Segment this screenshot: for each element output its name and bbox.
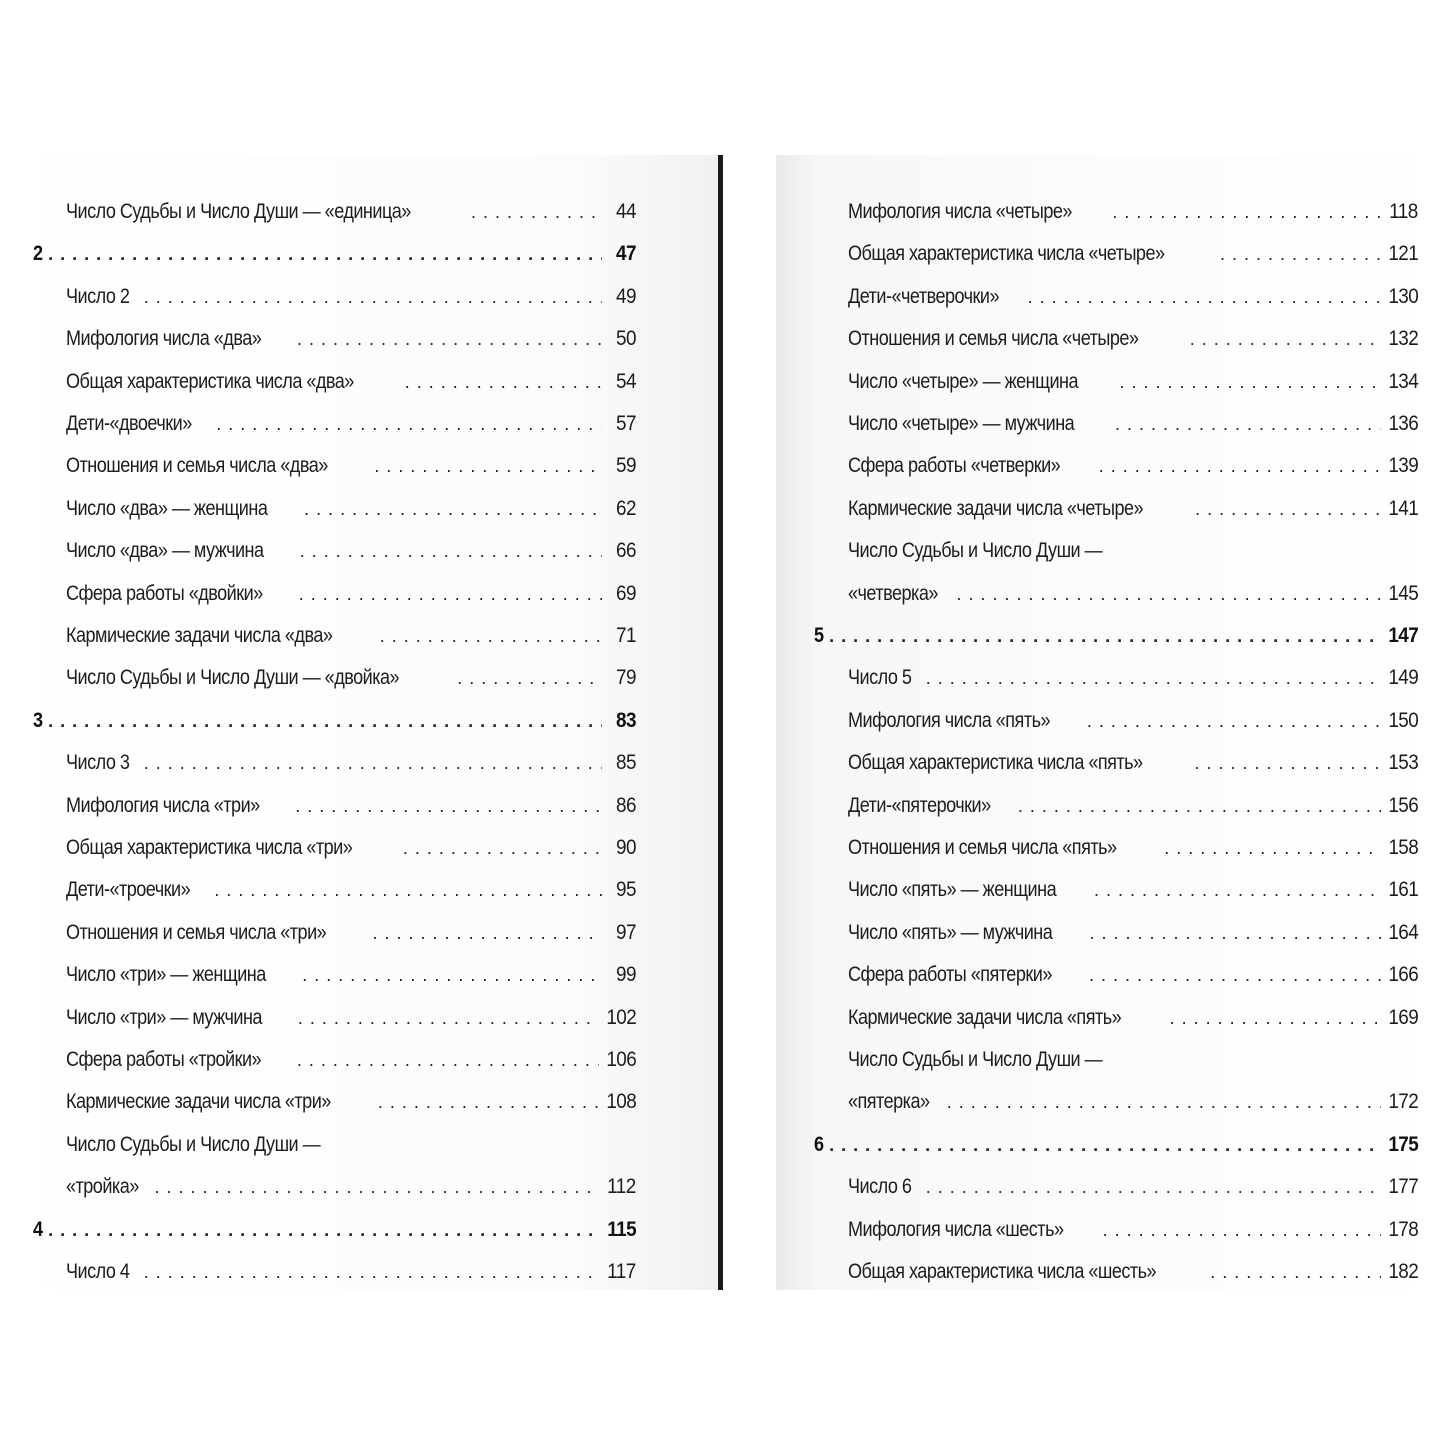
- toc-entry-row: [66, 1260, 636, 1290]
- dot-leader: [457, 668, 602, 689]
- toc-entry-row: [66, 963, 636, 993]
- toc-entry-row: [66, 454, 636, 484]
- dot-leader: [214, 880, 602, 901]
- page-number: 134: [1388, 369, 1418, 393]
- dot-leader: [1099, 456, 1381, 477]
- chapter-number: 4: [33, 1217, 43, 1241]
- entry-title: Мифология числа «пять»: [848, 708, 1051, 732]
- toc-entry-row: [848, 370, 1418, 400]
- page-number: 161: [1388, 878, 1418, 902]
- entry-title: Общая характеристика числа «три»: [66, 836, 353, 859]
- page-number: 62: [616, 496, 636, 520]
- toc-entry-row: [66, 200, 636, 230]
- toc-chapter-row: [814, 624, 1418, 654]
- entry-title: Общая характеристика числа «пять»: [848, 751, 1143, 775]
- book-gutter: [718, 155, 723, 1290]
- dot-leader: [216, 414, 602, 435]
- entry-title: Число «два» — женщина: [66, 496, 268, 520]
- entry-title: Мифология числа «шесть»: [848, 1217, 1064, 1241]
- entry-title: Число 2: [66, 284, 130, 308]
- dot-leader: [380, 626, 602, 647]
- page-number: 71: [616, 624, 636, 647]
- dot-leader: [144, 753, 602, 774]
- toc-entry-row: [848, 497, 1418, 527]
- entry-title: Число «два» — мужчина: [66, 539, 264, 563]
- toc-entry-row: [66, 624, 636, 654]
- dot-leader: [144, 287, 602, 308]
- page-number: 108: [606, 1090, 636, 1114]
- entry-title: Дети-«четверочки»: [848, 284, 1000, 308]
- entry-title: Отношения и семья числа «два»: [66, 454, 328, 478]
- toc-entry-row: [66, 921, 636, 951]
- entry-title: Мифология числа «четыре»: [848, 200, 1072, 223]
- page-number: 69: [616, 581, 636, 605]
- page-number: 153: [1388, 751, 1418, 775]
- toc-entry-row: [848, 878, 1418, 908]
- page-number: 54: [616, 369, 636, 393]
- toc-entry-row: [848, 1260, 1418, 1290]
- entry-title: Число «пять» — женщина: [848, 878, 1057, 902]
- entry-title: Отношения и семья числа «три»: [66, 920, 327, 944]
- dot-leader: [926, 668, 1381, 689]
- entry-title: Кармические задачи числа «пять»: [848, 1005, 1122, 1029]
- toc-entry-row: [66, 666, 636, 696]
- page-number: 47: [616, 242, 636, 266]
- page-number: 59: [616, 454, 636, 478]
- entry-title: Число Судьбы и Число Души — «двойка»: [66, 666, 400, 690]
- dot-leader: [1028, 287, 1381, 308]
- entry-title: Мифология числа «два»: [66, 327, 262, 351]
- entry-title: «тройка»: [66, 1175, 139, 1199]
- page-number: 177: [1388, 1175, 1418, 1199]
- page-number: 102: [606, 1005, 636, 1029]
- dot-leader: [155, 1177, 601, 1198]
- dot-leader: [829, 626, 1381, 647]
- toc-entry-row: [848, 412, 1418, 442]
- dot-leader: [1190, 329, 1381, 350]
- toc-entry-row: [848, 1218, 1418, 1248]
- entry-title: Число Судьбы и Число Души —: [66, 1132, 321, 1156]
- dot-leader: [297, 329, 602, 350]
- page-number: 178: [1388, 1217, 1418, 1241]
- toc-entry-row: [66, 878, 636, 908]
- chapter-number: 5: [814, 624, 824, 647]
- dot-leader: [295, 796, 602, 817]
- dot-leader: [1090, 923, 1381, 944]
- dot-leader: [1119, 372, 1380, 393]
- page-number: 175: [1388, 1132, 1418, 1156]
- dot-leader: [1089, 965, 1381, 986]
- entry-title: Сфера работы «тройки»: [66, 1048, 262, 1071]
- page-number: 145: [1388, 581, 1418, 605]
- entry-title: Число «три» — женщина: [66, 963, 266, 987]
- dot-leader: [1170, 1008, 1381, 1029]
- dot-leader: [378, 1092, 599, 1113]
- chapter-number: 3: [33, 708, 43, 732]
- toc-entry-row: [848, 582, 1418, 612]
- page-number: 136: [1388, 412, 1418, 435]
- entry-title: Кармические задачи числа «три»: [66, 1090, 331, 1114]
- dot-leader: [471, 202, 602, 223]
- page-number: 132: [1388, 327, 1418, 351]
- chapter-number: 2: [33, 242, 43, 266]
- dot-leader: [405, 372, 602, 393]
- dot-leader: [1115, 414, 1381, 435]
- page-number: 139: [1388, 454, 1418, 478]
- page-number: 130: [1388, 284, 1418, 308]
- toc-entry-row: [66, 539, 636, 569]
- toc-entry-row: [848, 709, 1418, 739]
- toc-chapter-row: [33, 242, 636, 272]
- dot-leader: [48, 711, 602, 732]
- entry-title: Отношения и семья числа «пять»: [848, 836, 1117, 859]
- toc-entry-row: [66, 582, 636, 612]
- toc-entry-row: [66, 285, 636, 315]
- page-number: 169: [1388, 1005, 1418, 1029]
- page-number: 150: [1388, 708, 1418, 732]
- dot-leader: [373, 923, 602, 944]
- page-number: 49: [616, 284, 636, 308]
- entry-title: Сфера работы «четверки»: [848, 454, 1061, 478]
- toc-entry-row: [66, 1175, 636, 1205]
- page-number: 118: [1389, 200, 1418, 223]
- toc-entry-row: [848, 1090, 1418, 1120]
- page-number: 164: [1388, 920, 1418, 944]
- page-number: 90: [616, 836, 636, 859]
- page-number: 166: [1388, 963, 1418, 987]
- entry-title: Дети-«двоечки»: [66, 412, 192, 435]
- toc-chapter-row: [33, 709, 636, 739]
- dot-leader: [48, 244, 602, 265]
- dot-leader: [1103, 1220, 1381, 1241]
- toc-entry-row: [66, 412, 636, 442]
- dot-leader: [403, 838, 602, 859]
- page-number: 106: [606, 1048, 636, 1071]
- page-number: 83: [616, 708, 636, 732]
- dot-leader: [1195, 753, 1381, 774]
- dot-leader: [298, 1008, 599, 1029]
- dot-leader: [374, 456, 602, 477]
- entry-title: Число Судьбы и Число Души — «единица»: [66, 200, 411, 223]
- page-number: 121: [1388, 242, 1418, 266]
- right-page: [776, 155, 1445, 1290]
- toc-entry-row: [848, 794, 1418, 824]
- dot-leader: [297, 1050, 599, 1071]
- entry-title: Дети-«троечки»: [66, 878, 191, 902]
- toc-entry-row: [848, 1048, 1418, 1078]
- page-number: 99: [616, 963, 636, 987]
- toc-entry-row: [848, 751, 1418, 781]
- toc-entry-row: [848, 1006, 1418, 1036]
- entry-title: Число 5: [848, 666, 912, 690]
- toc-entry-row: [848, 836, 1418, 866]
- toc-entry-row: [848, 242, 1418, 272]
- page-number: 66: [616, 539, 636, 563]
- entry-title: Число «четыре» — женщина: [848, 369, 1079, 393]
- toc-chapter-row: [814, 1133, 1418, 1163]
- toc-entry-row: [66, 497, 636, 527]
- page-number: 97: [616, 920, 636, 944]
- entry-title: Число «четыре» — мужчина: [848, 412, 1075, 435]
- toc-entry-row: [848, 285, 1418, 315]
- toc-entry-row: [848, 963, 1418, 993]
- dot-leader: [1094, 880, 1381, 901]
- entry-title: Кармические задачи числа «два»: [66, 624, 333, 647]
- toc-entry-row: [66, 751, 636, 781]
- dot-leader: [48, 1220, 600, 1241]
- entry-title: Сфера работы «пятерки»: [848, 963, 1052, 987]
- entry-title: Общая характеристика числа «два»: [66, 369, 354, 393]
- page-number: 95: [616, 878, 636, 902]
- entry-title: «пятерка»: [848, 1090, 930, 1114]
- dot-leader: [1112, 202, 1382, 223]
- dot-leader: [302, 965, 602, 986]
- toc-entry-row: [66, 1090, 636, 1120]
- toc-entry-row: [66, 1006, 636, 1036]
- dot-leader: [299, 584, 602, 605]
- entry-title: Число Судьбы и Число Души —: [848, 539, 1103, 563]
- dot-leader: [957, 584, 1381, 605]
- dot-leader: [144, 1262, 601, 1283]
- page-number: 117: [607, 1260, 636, 1283]
- toc-entry-row: [848, 200, 1418, 230]
- entry-title: Общая характеристика числа «шесть»: [848, 1260, 1157, 1283]
- left-page: [0, 155, 722, 1290]
- toc-chapter-row: [33, 1218, 636, 1248]
- toc-entry-row: [66, 1133, 636, 1163]
- entry-title: Дети-«пятерочки»: [848, 793, 991, 817]
- chapter-number: 6: [814, 1132, 824, 1156]
- page-number: 182: [1388, 1260, 1418, 1283]
- dot-leader: [1195, 499, 1381, 520]
- toc-entry-row: [66, 1048, 636, 1078]
- entry-title: Мифология числа «три»: [66, 793, 260, 817]
- dot-leader: [1164, 838, 1381, 859]
- page-number: 57: [616, 412, 636, 435]
- page-number: 50: [616, 327, 636, 351]
- page-number: 112: [607, 1175, 636, 1199]
- page-number: 141: [1388, 496, 1418, 520]
- entry-title: Число «три» — мужчина: [66, 1005, 262, 1029]
- page-number: 158: [1388, 836, 1418, 859]
- toc-entry-row: [848, 454, 1418, 484]
- page-number: 44: [616, 200, 636, 223]
- entry-title: Число 3: [66, 751, 130, 775]
- toc-entry-row: [66, 370, 636, 400]
- dot-leader: [1018, 796, 1381, 817]
- dot-leader: [300, 541, 602, 562]
- toc-entry-row: [848, 666, 1418, 696]
- page-number: 172: [1388, 1090, 1418, 1114]
- toc-entry-row: [66, 836, 636, 866]
- entry-title: Отношения и семья числа «четыре»: [848, 327, 1139, 351]
- dot-leader: [304, 499, 602, 520]
- entry-title: Число 6: [848, 1175, 912, 1199]
- dot-leader: [1210, 1262, 1381, 1283]
- toc-entry-row: [66, 794, 636, 824]
- page-number: 149: [1388, 666, 1418, 690]
- toc-entry-row: [848, 921, 1418, 951]
- page-number: 85: [616, 751, 636, 775]
- entry-title: Общая характеристика числа «четыре»: [848, 242, 1165, 266]
- page-number: 86: [616, 793, 636, 817]
- entry-title: Число Судьбы и Число Души —: [848, 1048, 1103, 1071]
- toc-entry-row: [848, 539, 1418, 569]
- page-number: 147: [1388, 624, 1418, 647]
- dot-leader: [926, 1177, 1381, 1198]
- entry-title: Число 4: [66, 1260, 130, 1283]
- page-number: 79: [616, 666, 636, 690]
- dot-leader: [947, 1092, 1381, 1113]
- toc-entry-row: [848, 1175, 1418, 1205]
- entry-title: «четверка»: [848, 581, 938, 605]
- entry-title: Число «пять» — мужчина: [848, 920, 1053, 944]
- dot-leader: [1220, 244, 1381, 265]
- entry-title: Сфера работы «двойки»: [66, 581, 263, 605]
- page-number: 156: [1388, 793, 1418, 817]
- dot-leader: [1087, 711, 1381, 732]
- toc-entry-row: [848, 327, 1418, 357]
- page-number: 115: [607, 1217, 636, 1241]
- toc-entry-row: [66, 327, 636, 357]
- dot-leader: [829, 1135, 1381, 1156]
- entry-title: Кармические задачи числа «четыре»: [848, 496, 1144, 520]
